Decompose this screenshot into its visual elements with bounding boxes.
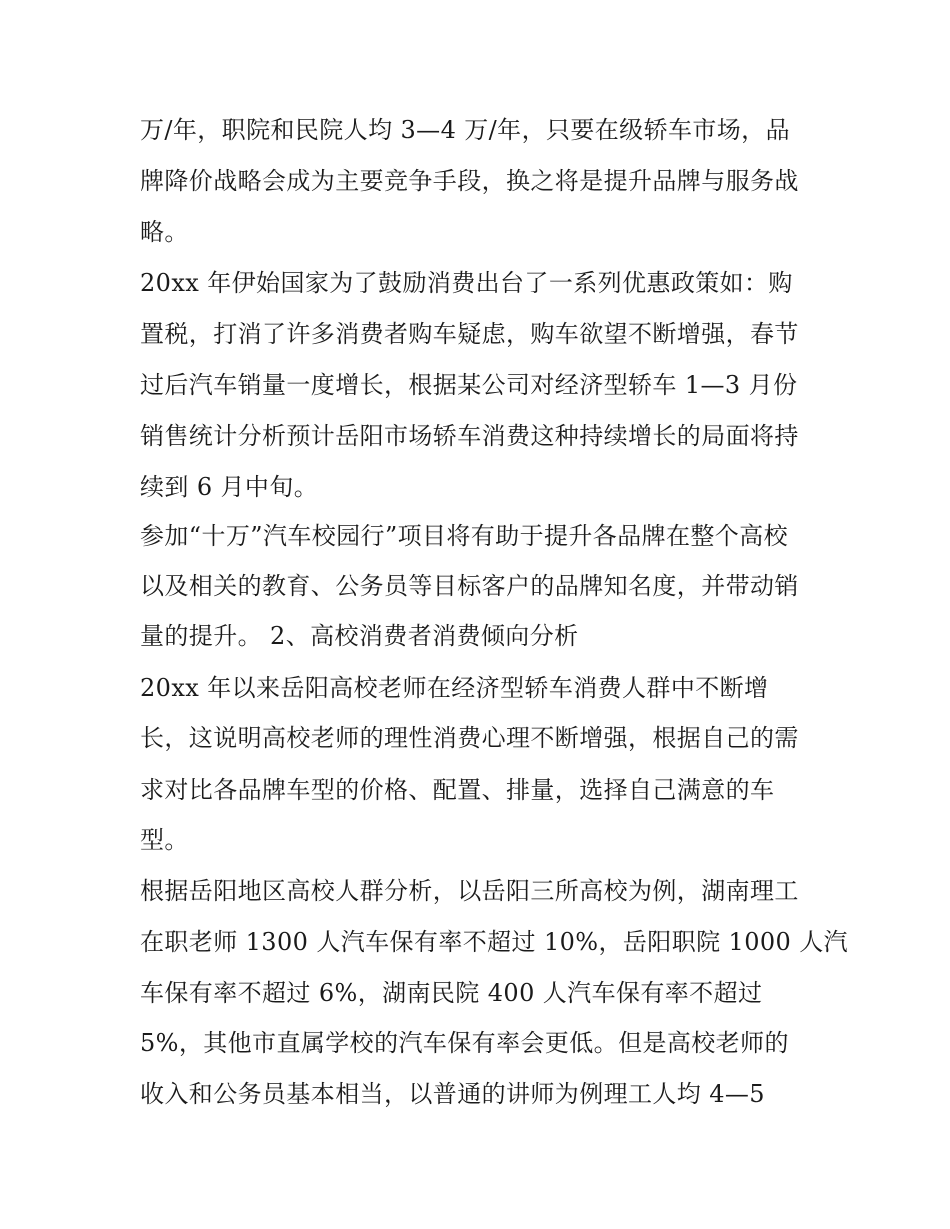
text-line: 置税，打消了许多消费者购车疑虑，购车欲望不断增强，春节 <box>140 320 799 348</box>
text-line: 收入和公务员基本相当，以普通的讲师为例理工人均 4—5 <box>140 1080 765 1108</box>
text-line: 牌降价战略会成为主要竞争手段，换之将是提升品牌与服务战 <box>140 167 799 195</box>
text-line: 万/年，职院和民院人均 3—4 万/年，只要在级轿车市场，品 <box>140 116 790 144</box>
text-line: 过后汽车销量一度增长，根据某公司对经济型轿车 1—3 月份 <box>140 371 798 399</box>
text-line: 以及相关的教育、公务员等目标客户的品牌知名度，并带动销 <box>140 572 799 600</box>
text-line: 5%，其他市直属学校的汽车保有率会更低。但是高校老师的 <box>140 1029 789 1057</box>
text-line: 根据岳阳地区高校人群分析，以岳阳三所高校为例，湖南理工 <box>140 877 799 905</box>
text-line: 参加“十万”汽车校园行”项目将有助于提升各品牌在整个高校 <box>140 522 789 550</box>
text-line: 型。 <box>140 826 189 854</box>
text-line: 20xx 年以来岳阳高校老师在经济型轿车消费人群中不断增 <box>140 674 769 702</box>
text-line: 续到 6 月中旬。 <box>140 473 319 501</box>
text-line: 车保有率不超过 6%，湖南民院 400 人汽车保有率不超过 <box>140 979 763 1007</box>
text-line: 销售统计分析预计岳阳市场轿车消费这种持续增长的局面将持 <box>140 422 799 450</box>
text-line: 略。 <box>140 218 189 246</box>
text-line: 量的提升。 2、高校消费者消费倾向分析 <box>140 622 579 650</box>
text-line: 求对比各品牌车型的价格、配置、排量，选择自己满意的车 <box>140 776 775 804</box>
text-line: 20xx 年伊始国家为了鼓励消费出台了一系列优惠政策如：购 <box>140 269 793 297</box>
text-line: 长，这说明高校老师的理性消费心理不断增强，根据自己的需 <box>140 724 799 752</box>
text-line: 在职老师 1300 人汽车保有率不超过 10%，岳阳职院 1000 人汽 <box>140 928 849 956</box>
